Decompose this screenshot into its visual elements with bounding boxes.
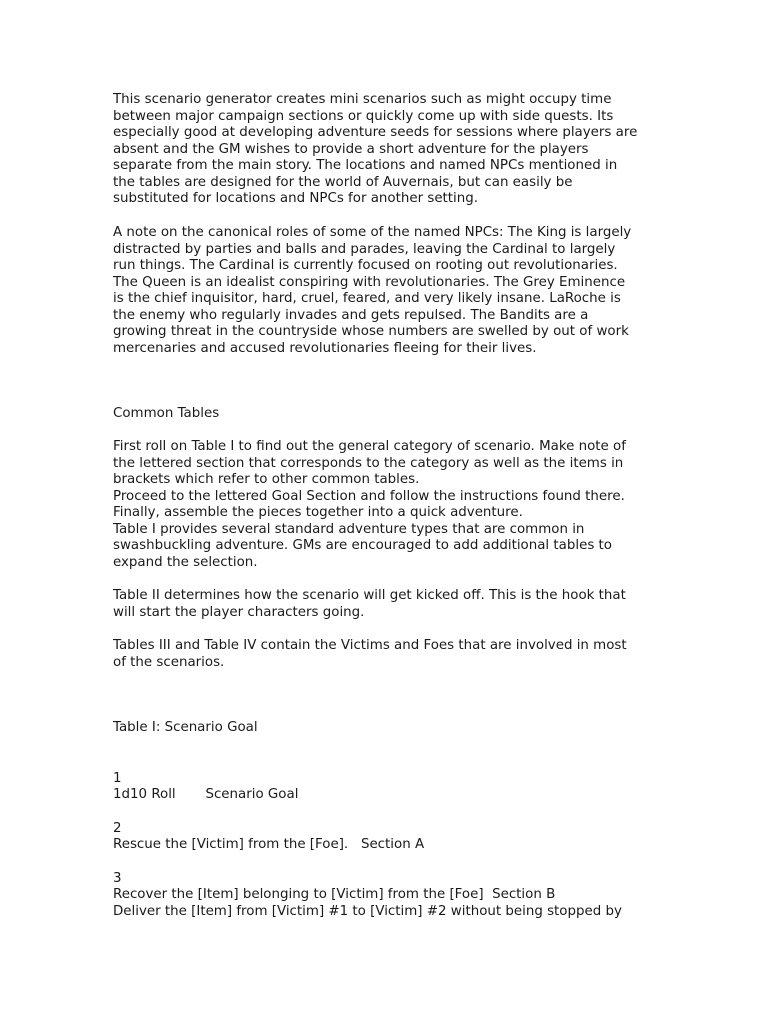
text-line: is the chief inquisitor, hard, cruel, feared, and very likely insane. LaRoche is	[113, 291, 621, 306]
text-line: Table I provides several standard adventure types that are common in	[113, 521, 585, 537]
text-line: brackets which refer to other common tables.	[113, 472, 420, 487]
text-line: absent and the GM wishes to provide a short adventure for the players	[113, 141, 589, 157]
npc-note-paragraph	[113, 225, 673, 357]
table-cell-roll: 3	[113, 871, 122, 886]
table1-row	[113, 821, 673, 838]
text-line: the lettered section that corresponds to the category as well as the items in	[113, 455, 624, 471]
text-line: swashbuckling adventure. GMs are encouraged to add additional tables to	[113, 538, 612, 553]
table1-heading	[113, 720, 673, 737]
heading-text: Table I: Scenario Goal	[113, 720, 258, 735]
heading-text: Common Tables	[113, 406, 220, 421]
table2-description	[113, 588, 673, 621]
text-line: will start the player characters going.	[113, 604, 365, 620]
text-line: Finally, assemble the pieces together into a quick adventure.	[113, 505, 523, 520]
table-cell-goal: Deliver the [Item] from [Victim] #1 to [Victim] #2 without being stopped by	[113, 904, 622, 919]
table34-description	[113, 638, 673, 671]
text-line: Tables III and Table IV contain the Victims and Foes that are involved in most	[113, 638, 627, 653]
text-line: This scenario generator creates mini scenarios such as might occupy time	[113, 92, 612, 107]
table-header-text: 1d10 Roll Scenario Goal	[113, 787, 299, 802]
text-line: especially good at developing adventure seeds for sessions where players are	[113, 125, 638, 140]
text-line: Proceed to the lettered Goal Section and follow the instructions found there.	[113, 488, 625, 504]
table-cell-goal: Recover the [Item] belonging to [Victim] from the [Foe] Section B	[113, 887, 556, 902]
text-line: the tables are designed for the world of Auvernais, but can easily be	[113, 174, 573, 190]
text-line: expand the selection.	[113, 554, 258, 570]
table1-row	[113, 771, 673, 788]
table1-row	[113, 904, 673, 921]
text-line: First roll on Table I to find out the general category of scenario. Make note of	[113, 439, 626, 454]
table-cell-goal: Rescue the [Victim] from the [Foe]. Section A	[113, 837, 425, 852]
intro-paragraph	[113, 92, 673, 208]
text-line: mercenaries and accused revolutionaries fleeing for their lives.	[113, 340, 537, 356]
text-line: between major campaign sections or quickly come up with side quests. Its	[113, 108, 614, 124]
text-line: substituted for locations and NPCs for another setting.	[113, 191, 479, 206]
table1-row	[113, 854, 673, 937]
common-tables-heading	[113, 406, 673, 423]
text-line: Table II determines how the scenario will get kicked off. This is the hook that	[113, 588, 626, 603]
common-tables-instructions	[113, 439, 673, 571]
text-line: run things. The Cardinal is currently focused on rooting out revolutionaries.	[113, 258, 618, 273]
text-line: of the scenarios.	[113, 654, 225, 670]
text-line: A note on the canonical roles of some of the named NPCs: The King is largely	[113, 225, 632, 240]
text-line: separate from the main story. The locations and named NPCs mentioned in	[113, 158, 618, 173]
text-line: distracted by parties and balls and parades, leaving the Cardinal to largely	[113, 241, 616, 257]
text-line: The Queen is an idealist conspiring with revolutionaries. The Grey Eminence	[113, 274, 626, 290]
text-line: the enemy who regularly invades and gets repulsed. The Bandits are a	[113, 307, 589, 323]
table1-row	[113, 871, 673, 888]
table-cell-roll: 2	[113, 821, 122, 836]
text-line: growing threat in the countryside whose numbers are swelled by out of work	[113, 324, 629, 339]
table-cell-roll: 1	[113, 771, 122, 786]
